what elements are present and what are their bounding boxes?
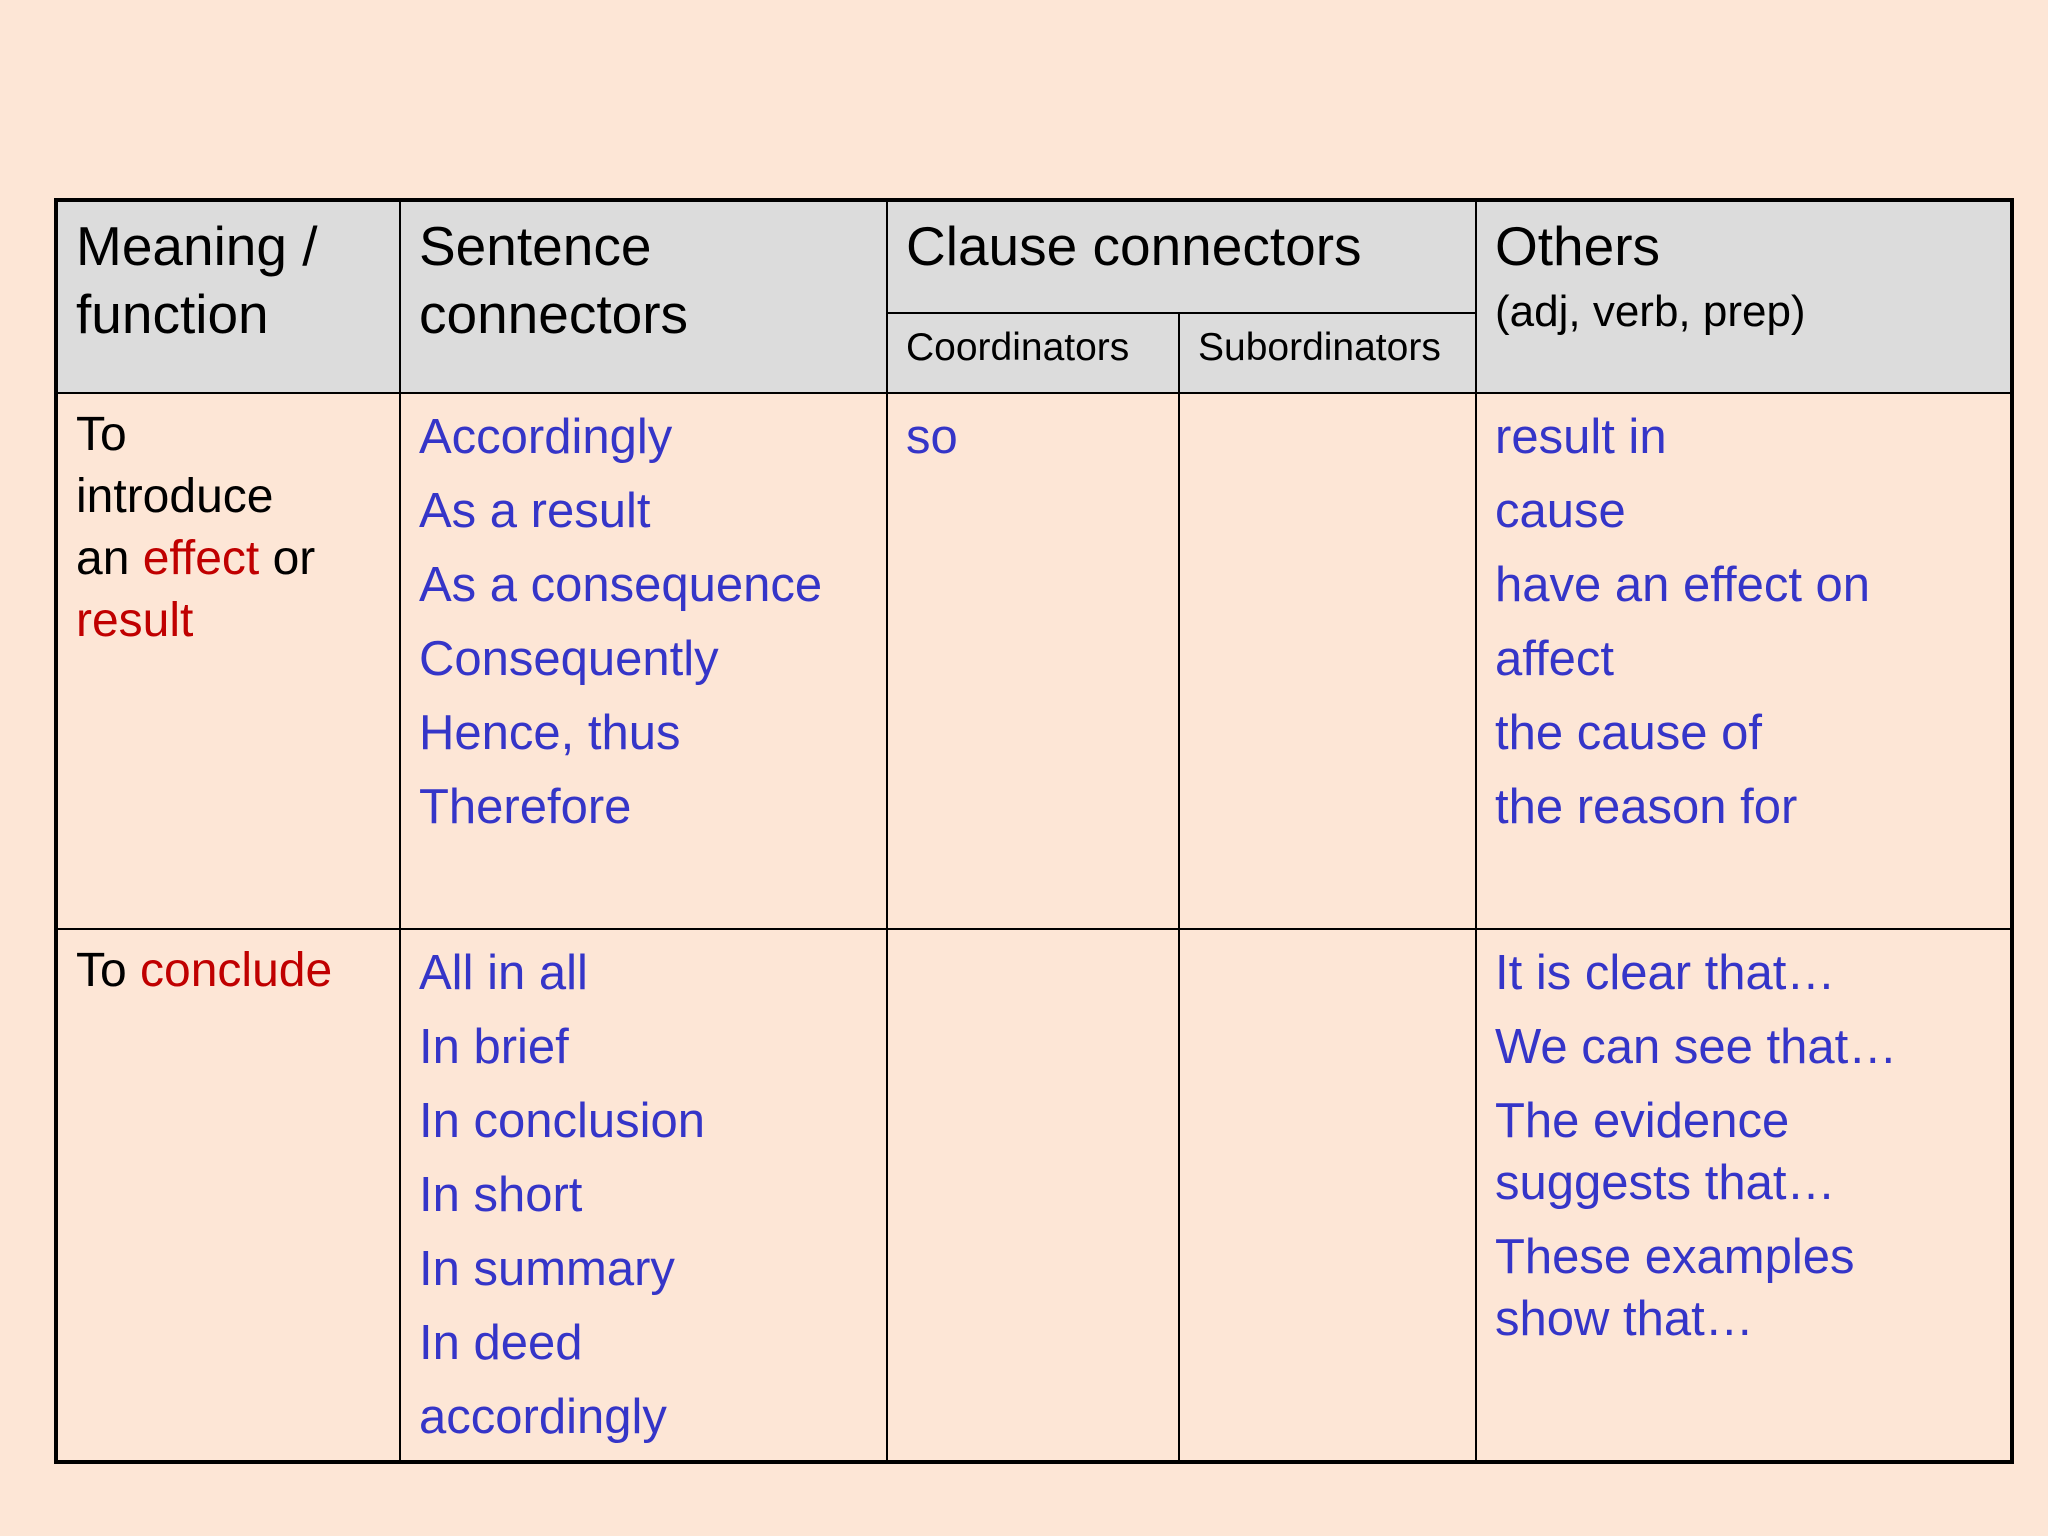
header-others-sub: (adj, verb, prep) — [1495, 287, 1806, 336]
list-item: the reason for — [1495, 780, 1798, 834]
list-item: As a consequence — [419, 558, 823, 612]
header-connectors-line: connectors — [419, 283, 689, 345]
list-item: In conclusion — [419, 1094, 706, 1148]
list-item — [1495, 1016, 1992, 1078]
sentence-connectors-cell-conclude — [400, 929, 887, 1462]
function-text-part: To — [76, 944, 141, 997]
list-item: Hence, thus — [419, 706, 681, 760]
list-item-line: We can see that… — [1495, 1020, 1898, 1074]
header-coordinators: Coordinators — [887, 313, 1179, 393]
header-meaning-function — [56, 200, 400, 393]
others-cell-conclude — [1476, 929, 2012, 1462]
list-item-line: show that… — [1495, 1292, 1754, 1346]
function-text-part: or — [259, 532, 316, 585]
function-text-part: an — [76, 532, 143, 585]
header-others-label: Others — [1495, 215, 1661, 277]
list-item — [1495, 1090, 1992, 1214]
list-item: All in all — [419, 946, 588, 1000]
header-sentence-line: Sentence — [419, 215, 652, 277]
table-row-effect — [56, 393, 2012, 929]
connectors-table — [54, 198, 2014, 1464]
function-text: To — [76, 408, 127, 461]
function-cell-effect — [56, 393, 400, 929]
header-clause-connectors — [887, 200, 1476, 313]
header-function-line: function — [76, 283, 269, 345]
function-text — [76, 528, 381, 590]
coordinators-cell-conclude — [887, 929, 1179, 1462]
list-item — [1495, 1226, 1992, 1350]
list-item: have an effect on — [1495, 558, 1871, 612]
list-item: result in — [1495, 410, 1667, 464]
list-item: affect — [1495, 632, 1614, 686]
list-item: In summary — [419, 1242, 675, 1296]
header-others — [1476, 200, 2012, 393]
function-keyword-result: result — [76, 594, 194, 647]
table-row-conclude — [56, 929, 2012, 1462]
list-item: In short — [419, 1168, 583, 1222]
list-item: the cause of — [1495, 706, 1762, 760]
list-item: Consequently — [419, 632, 719, 686]
header-meaning-line: Meaning / — [76, 215, 318, 277]
coordinators-cell-effect — [887, 393, 1179, 929]
function-text: introduce — [76, 470, 274, 523]
list-item: cause — [1495, 484, 1626, 538]
header-row-top — [56, 200, 2012, 313]
list-item: As a result — [419, 484, 651, 538]
list-item — [1495, 942, 1992, 1004]
subordinators-cell-effect — [1179, 393, 1476, 929]
list-item: accordingly — [419, 1390, 667, 1444]
header-sentence-connectors — [400, 200, 887, 393]
function-cell-conclude — [56, 929, 400, 1462]
subordinators-cell-conclude — [1179, 929, 1476, 1462]
list-item: In deed — [419, 1316, 583, 1370]
list-item-line: suggests that… — [1495, 1156, 1836, 1210]
others-cell-effect — [1476, 393, 2012, 929]
function-keyword-effect: effect — [142, 532, 260, 585]
list-item: Accordingly — [419, 410, 673, 464]
function-text — [76, 940, 381, 1002]
list-item: Therefore — [419, 780, 632, 834]
header-clause-label: Clause connectors — [906, 215, 1362, 277]
list-item-line: It is clear that… — [1495, 946, 1836, 1000]
function-keyword-conclude: conclude — [140, 944, 333, 997]
list-item-line: The evidence — [1495, 1094, 1790, 1148]
sentence-connectors-cell-effect — [400, 393, 887, 929]
header-subordinators: Subordinators — [1179, 313, 1476, 393]
list-item-line: These examples — [1495, 1230, 1855, 1284]
list-item: so — [906, 410, 958, 464]
list-item: In brief — [419, 1020, 569, 1074]
